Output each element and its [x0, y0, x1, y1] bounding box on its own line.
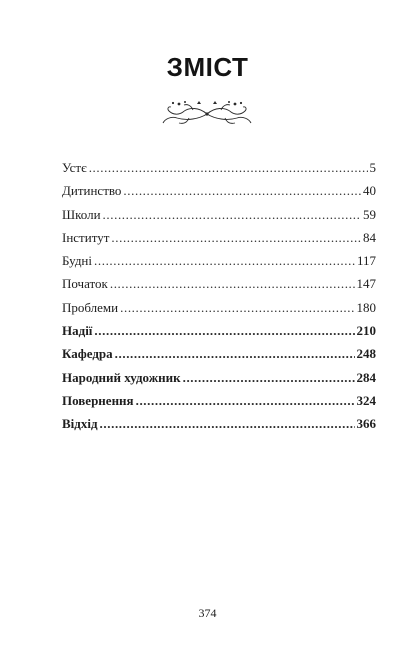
toc-row[interactable]: [62, 416, 376, 439]
toc-entry-page: 210: [356, 323, 376, 339]
page-title: ЗМІСТ: [166, 52, 249, 82]
toc-entry-title: Будні: [62, 253, 93, 269]
toc-leader-dots: [120, 300, 354, 316]
toc-leader-dots: [123, 183, 361, 199]
toc-row[interactable]: [62, 276, 376, 299]
toc-entry-page: 59: [363, 206, 376, 222]
toc-leader-dots: [110, 276, 355, 292]
toc-entry-page: 147: [356, 276, 376, 292]
toc-entry-page: 117: [356, 253, 376, 269]
toc-entry-title: Надії: [62, 323, 93, 339]
toc-row[interactable]: [62, 346, 376, 369]
toc-row[interactable]: [62, 183, 376, 206]
toc-entry-title: Проблеми: [62, 299, 119, 315]
toc-leader-dots: [94, 253, 355, 269]
toc-entry-title: Дитинство: [62, 183, 122, 199]
toc-entry-page: 180: [356, 299, 376, 315]
toc-entry-title: Відхід: [62, 416, 98, 432]
table-of-contents: [62, 160, 376, 440]
toc-leader-dots: [183, 370, 355, 386]
toc-entry-page: 84: [363, 229, 376, 245]
toc-entry-title: Устє: [62, 160, 87, 175]
toc-leader-dots: [94, 323, 354, 339]
toc-entry-title: Народний художник: [62, 369, 181, 385]
toc-entry-page: 324: [356, 392, 376, 408]
toc-leader-dots: [136, 393, 355, 409]
toc-entry-page: 366: [356, 416, 376, 432]
toc-entry-title: Повернення: [62, 392, 134, 408]
toc-entry-title: Школи: [62, 206, 101, 222]
page-number: 374: [198, 606, 217, 620]
toc-row[interactable]: [62, 160, 376, 183]
toc-row[interactable]: [62, 323, 376, 346]
toc-row[interactable]: [62, 230, 376, 253]
toc-leader-dots: [111, 230, 361, 246]
toc-entry-page: 284: [356, 369, 376, 385]
toc-entry-page: 40: [363, 183, 376, 199]
toc-leader-dots: [89, 160, 368, 176]
toc-entry-title: Початок: [62, 276, 108, 292]
toc-leader-dots: [115, 346, 355, 362]
toc-leader-dots: [103, 207, 361, 223]
toc-entry-title: Кафедра: [62, 346, 113, 362]
toc-entry-page: 5: [369, 160, 376, 175]
toc-leader-dots: [100, 416, 355, 432]
toc-row[interactable]: [62, 393, 376, 416]
toc-row[interactable]: [62, 207, 376, 230]
toc-row[interactable]: [62, 300, 376, 323]
toc-row[interactable]: [62, 370, 376, 393]
floral-divider-icon: [159, 99, 255, 129]
toc-row[interactable]: [62, 253, 376, 276]
toc-entry-title: Інститут: [62, 229, 110, 245]
toc-entry-page: 248: [356, 346, 376, 362]
